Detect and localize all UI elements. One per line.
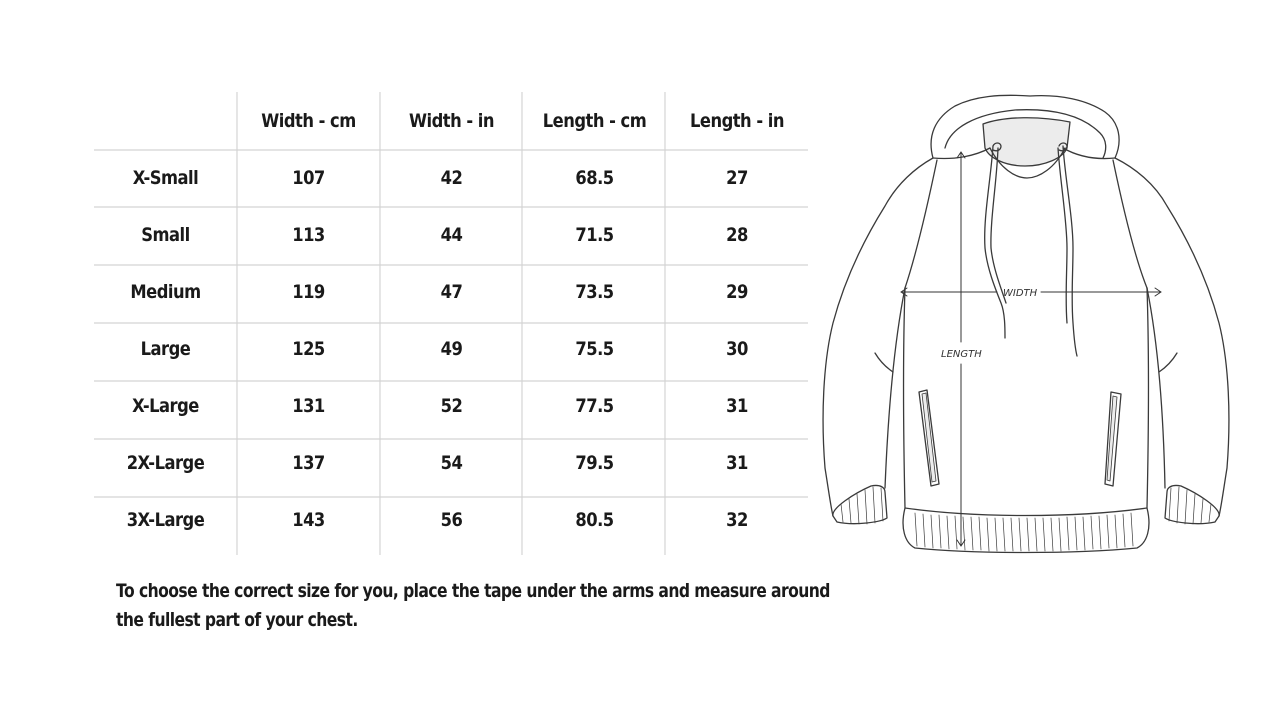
length-in-cell: 28	[726, 223, 748, 246]
table-row	[94, 149, 808, 206]
table-row	[94, 320, 808, 377]
length-in-cell: 31	[726, 451, 748, 474]
table-row	[94, 377, 808, 434]
header-cell-length-in: Length - in	[689, 109, 784, 132]
length-in-cell: 30	[726, 337, 748, 360]
length-cm-cell: 73.5	[575, 280, 614, 303]
size-label: X-Large	[132, 394, 199, 417]
width-in-cell: 42	[440, 166, 463, 189]
hoodie-illustration	[815, 88, 1250, 558]
body-outline	[823, 158, 933, 516]
width-in-cell: 54	[440, 451, 463, 474]
table-header-row	[94, 92, 808, 149]
table-row	[94, 206, 808, 263]
header-cell-width-in: Width - in	[408, 109, 495, 132]
width-in-cell: 47	[440, 280, 463, 303]
length-cm-cell: 75.5	[575, 337, 614, 360]
size-label: Large	[140, 337, 191, 360]
instructions-line-1: To choose the correct size for you, place the tape under the arms and measure around	[116, 580, 830, 602]
width-in-cell: 49	[440, 337, 463, 360]
width-in-cell: 44	[440, 223, 463, 246]
drawstring-right	[1063, 146, 1077, 356]
header-cell-length-cm: Length - cm	[542, 109, 647, 132]
header-cell-width-cm: Width - cm	[261, 109, 356, 132]
length-label: LENGTH	[941, 349, 982, 360]
width-cm-cell: 143	[292, 509, 325, 531]
size-chart-table	[94, 92, 808, 549]
header-cell-size	[104, 92, 227, 149]
width-label: WIDTH	[1003, 288, 1038, 299]
length-cm-cell: 77.5	[575, 394, 614, 417]
width-cm-cell: 137	[292, 451, 325, 474]
length-cm-cell: 80.5	[575, 509, 614, 531]
width-in-cell: 52	[440, 394, 463, 417]
size-label: X-Small	[132, 166, 199, 189]
length-cm-cell: 79.5	[575, 451, 614, 474]
instructions-line-2: the fullest part of your chest.	[116, 609, 358, 631]
width-cm-cell: 131	[292, 394, 325, 417]
drawstring-left	[985, 146, 1005, 338]
size-label: 3X-Large	[126, 509, 205, 531]
size-label: 2X-Large	[126, 451, 205, 474]
table-row	[94, 434, 808, 491]
width-cm-cell: 125	[292, 337, 325, 360]
measuring-instructions	[116, 577, 830, 635]
length-in-cell: 31	[726, 394, 748, 417]
length-cm-cell: 71.5	[575, 223, 614, 246]
size-label: Small	[141, 223, 190, 246]
table-row	[94, 263, 808, 320]
length-in-cell: 32	[726, 509, 748, 531]
width-in-cell: 56	[440, 509, 463, 531]
table-row	[94, 491, 808, 549]
length-cm-cell: 68.5	[575, 166, 614, 189]
width-cm-cell: 107	[292, 166, 325, 189]
width-cm-cell: 113	[292, 223, 325, 246]
size-label: Medium	[130, 280, 201, 303]
length-in-cell: 29	[726, 280, 748, 303]
length-in-cell: 27	[726, 166, 748, 189]
width-cm-cell: 119	[292, 280, 325, 303]
